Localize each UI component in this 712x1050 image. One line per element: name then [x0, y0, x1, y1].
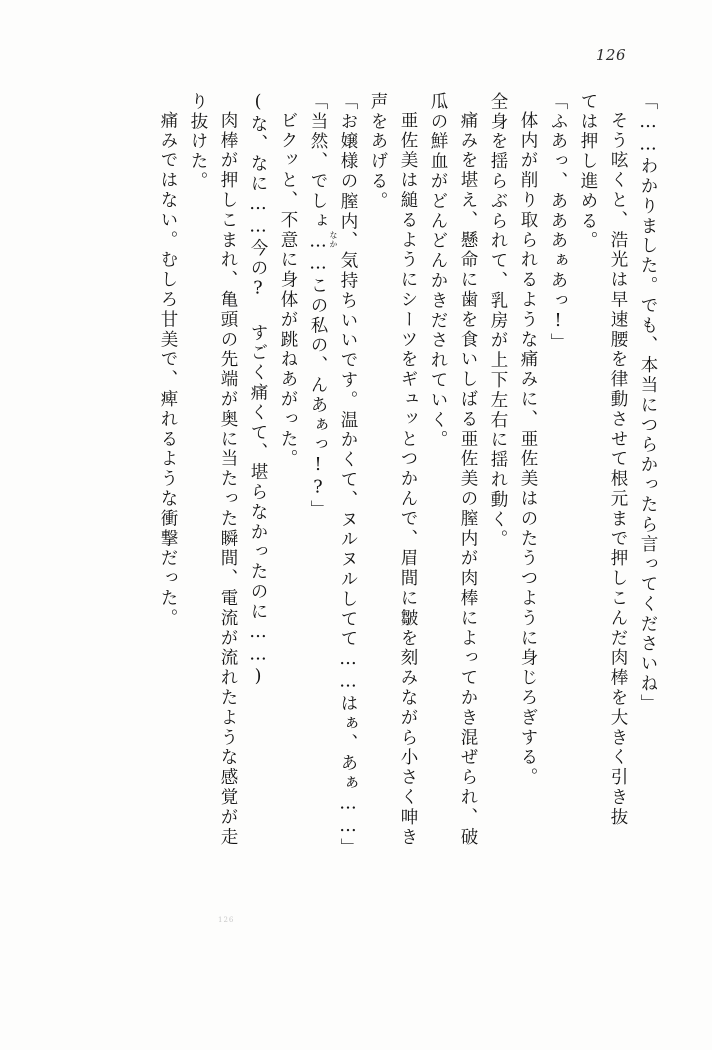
text-column: 「ふあっ、あああぁあっ!」 — [548, 92, 568, 354]
text-column: (な、なに……今の? すごく痛くて、堪らなかったのに……) — [248, 92, 268, 690]
ruby-base: 膣内 なか — [329, 191, 358, 250]
text-column: ては押し進める。 — [578, 92, 598, 252]
text-column: 体内が削り取られるような痛みに、亜佐美はのたうつように身じろぎする。 — [518, 111, 538, 788]
text-column: 「……わかりました。でも、本当につらかったら言ってくださいね」 — [638, 92, 658, 714]
text-column: り抜けた。 — [188, 92, 208, 192]
text-column: 「当然、でしょ……この私の、んあぁっ!?」 — [308, 92, 328, 520]
text-column: 「お嬢様の膣内 なか 、気持ちいいです。温かくて、ヌルヌルしてて……はぁ、あぁ……」 — [329, 92, 358, 859]
text-column: 全身を揺らぶられて、乳房が上下左右に揺れ動く。 — [488, 92, 508, 550]
page-watermark: 126 — [218, 916, 235, 924]
text-column: 痛みを堪え、懸命に歯を食いしばる亜佐美の膣内が肉棒によってかき混ぜられ、破 — [458, 111, 478, 848]
ruby-text: なか — [329, 231, 338, 250]
text-column: 肉棒が押しこまれ、亀頭の先端が奥に当たった瞬間、電流が流れたような感覚が走 — [218, 111, 238, 848]
text-column: 痛みではない。むしろ甘美で、痺れるような衝撃だった。 — [158, 111, 178, 629]
text-column: 瓜の鮮血がどんどんかきだされていく。 — [428, 92, 448, 451]
page-number: 126 — [595, 46, 626, 64]
vertical-text-body — [62, 92, 656, 972]
text-column: 亜佐美は縋るようにシーツをギュッとつかんで、眉間に皺を刻みながら小さく呻き — [398, 111, 418, 848]
text-column: ビクッと、不意に身体が跳ねあがった。 — [278, 111, 298, 470]
text-column: そう呟くと、浩光は早速腰を律動させて根元まで押しこんだ肉棒を大きく引き抜 — [608, 111, 628, 828]
text-column: 声をあげる。 — [368, 92, 388, 212]
